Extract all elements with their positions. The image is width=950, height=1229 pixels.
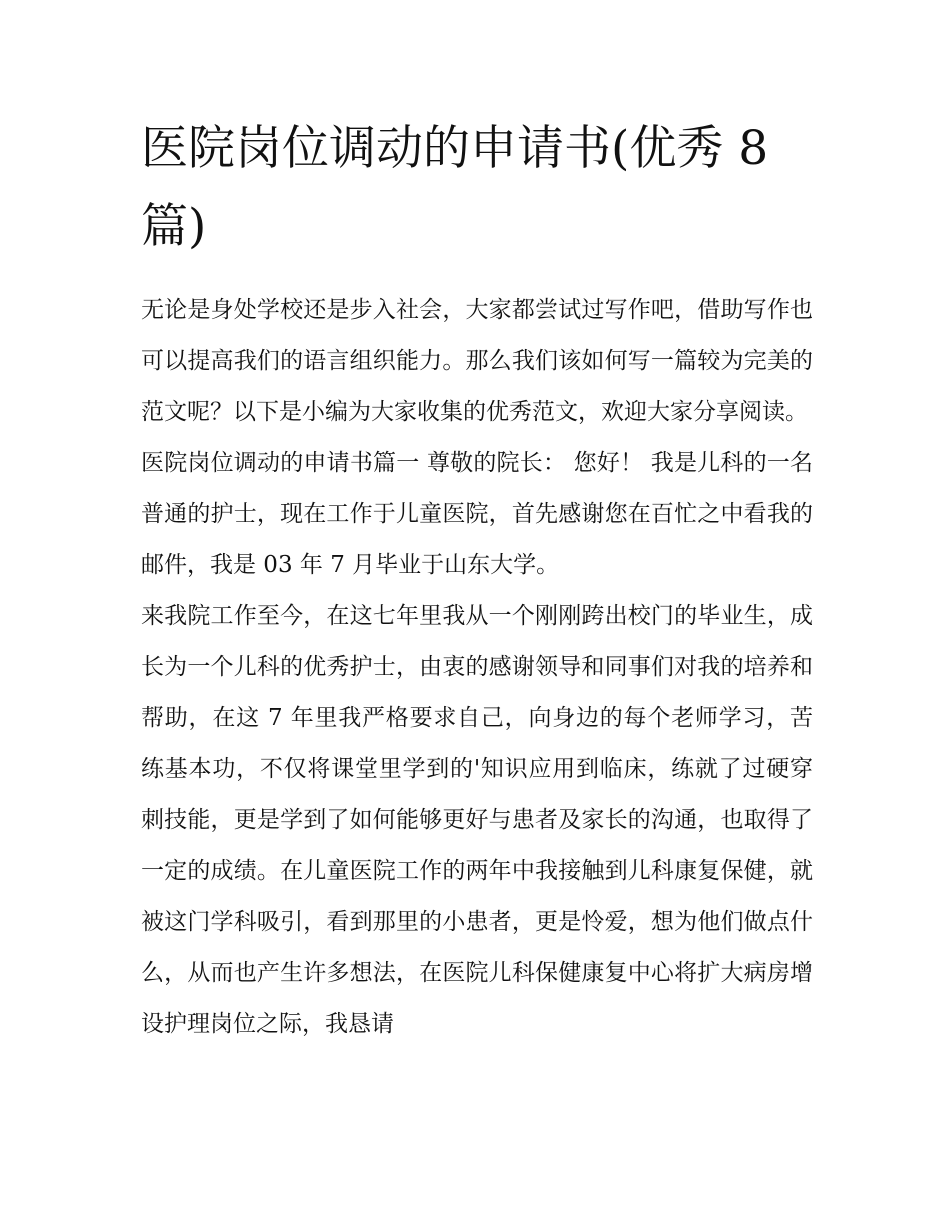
letter-opening-paragraph: 医院岗位调动的申请书篇一 尊敬的院长： 您好！ 我是儿科的一名普通的护士，现在工作于儿童医院，首先感谢您在百忙之中看我的邮件，我是 03 年 7 月毕业于山东大学。 (141, 450, 813, 578)
document-content (141, 110, 813, 1050)
intro-paragraph: 无论是身处学校还是步入社会，大家都尝试过写作吧，借助写作也可以提高我们的语言组织能力。那么我们该如何写一篇较为完美的范文呢？以下是小编为大家收集的优秀范文，欢迎大家分享阅读。 (141, 297, 813, 425)
letter-body-paragraph: 来我院工作至今，在这七年里我从一个刚刚跨出校门的毕业生，成长为一个儿科的优秀护士，由衷的感谢领导和同事们对我的培养和帮助，在这 7 年里我严格要求自己，向身边的每个老师学习，苦练基本功，不仅将课堂里学到的'知识应用到临床，练就了过硬穿刺技能，更是学到了如何能够更好与患者及家长的沟通，也取得了一定的成绩。在儿童医院工作的两年中我接触到儿科康复保健，就被这门学科吸引，看到那里的小患者，更是怜爱，想为他们做点什么，从而也产生许多想法，在医院儿科保健康复中心将扩大病房增设护理岗位之际，我恳请 (141, 603, 813, 1037)
document-title: 医院岗位调动的申请书(优秀 8 篇) (141, 121, 769, 254)
